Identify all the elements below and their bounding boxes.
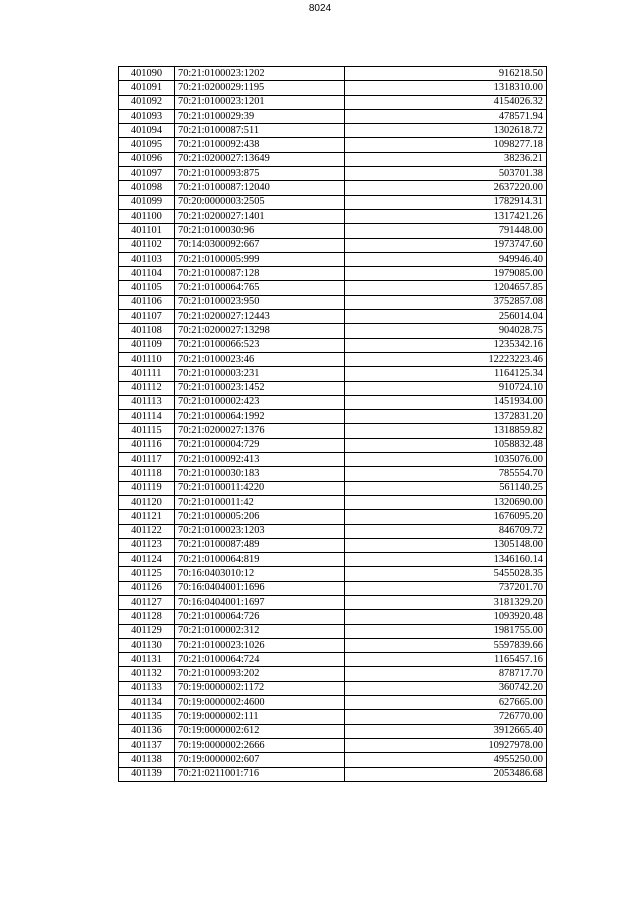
cadastral-number-cell: 70:21:0100005:999 xyxy=(175,252,345,266)
row-number-cell: 401096 xyxy=(119,152,175,166)
cadastral-number-cell: 70:21:0100092:438 xyxy=(175,138,345,152)
table-row xyxy=(119,495,547,509)
table-row xyxy=(119,767,547,781)
table-row xyxy=(119,667,547,681)
table-row xyxy=(119,95,547,109)
table-row xyxy=(119,410,547,424)
cadastral-number-cell: 70:21:0100030:96 xyxy=(175,224,345,238)
cadastral-value-cell: 1164125.34 xyxy=(345,367,547,381)
cadastral-value-cell: 737201.70 xyxy=(345,581,547,595)
cadastral-number-cell: 70:21:0100002:312 xyxy=(175,624,345,638)
cadastral-value-cell: 1451934.00 xyxy=(345,395,547,409)
cadastral-value-cell: 503701.38 xyxy=(345,167,547,181)
row-number-cell: 401124 xyxy=(119,553,175,567)
cadastral-number-cell: 70:16:0403010:12 xyxy=(175,567,345,581)
cadastral-number-cell: 70:21:0100064:726 xyxy=(175,610,345,624)
row-number-cell: 401127 xyxy=(119,595,175,609)
row-number-cell: 401112 xyxy=(119,381,175,395)
table-row xyxy=(119,524,547,538)
table-row xyxy=(119,438,547,452)
table-row xyxy=(119,553,547,567)
row-number-cell: 401128 xyxy=(119,610,175,624)
row-number-cell: 401095 xyxy=(119,138,175,152)
cadastral-number-cell: 70:21:0100011:42 xyxy=(175,495,345,509)
cadastral-value-cell: 846709.72 xyxy=(345,524,547,538)
table-row xyxy=(119,267,547,281)
cadastral-value-cell: 1305148.00 xyxy=(345,538,547,552)
row-number-cell: 401115 xyxy=(119,424,175,438)
cadastral-value-cell: 1165457.16 xyxy=(345,653,547,667)
cadastral-value-cell: 478571.94 xyxy=(345,109,547,123)
table-row xyxy=(119,453,547,467)
cadastral-number-cell: 70:19:0000002:607 xyxy=(175,753,345,767)
row-number-cell: 401108 xyxy=(119,324,175,338)
row-number-cell: 401123 xyxy=(119,538,175,552)
cadastral-number-cell: 70:19:0000002:612 xyxy=(175,724,345,738)
table-row xyxy=(119,510,547,524)
registry-table xyxy=(118,66,547,782)
cadastral-number-cell: 70:21:0200027:13298 xyxy=(175,324,345,338)
row-number-cell: 401113 xyxy=(119,395,175,409)
cadastral-number-cell: 70:21:0100023:46 xyxy=(175,352,345,366)
row-number-cell: 401102 xyxy=(119,238,175,252)
cadastral-value-cell: 1058832.48 xyxy=(345,438,547,452)
table-row xyxy=(119,252,547,266)
row-number-cell: 401135 xyxy=(119,710,175,724)
cadastral-number-cell: 70:21:0200027:13649 xyxy=(175,152,345,166)
cadastral-number-cell: 70:21:0200027:1401 xyxy=(175,209,345,223)
cadastral-number-cell: 70:21:0200027:12443 xyxy=(175,310,345,324)
row-number-cell: 401126 xyxy=(119,581,175,595)
table-row xyxy=(119,181,547,195)
cadastral-number-cell: 70:21:0100002:423 xyxy=(175,395,345,409)
cadastral-number-cell: 70:19:0000002:4600 xyxy=(175,696,345,710)
row-number-cell: 401119 xyxy=(119,481,175,495)
row-number-cell: 401109 xyxy=(119,338,175,352)
cadastral-value-cell: 1979085.00 xyxy=(345,267,547,281)
cadastral-value-cell: 1098277.18 xyxy=(345,138,547,152)
row-number-cell: 401129 xyxy=(119,624,175,638)
table-row xyxy=(119,724,547,738)
cadastral-value-cell: 1320690.00 xyxy=(345,495,547,509)
cadastral-value-cell: 256014.04 xyxy=(345,310,547,324)
row-number-cell: 401137 xyxy=(119,738,175,752)
cadastral-number-cell: 70:21:0100023:1202 xyxy=(175,67,345,81)
cadastral-number-cell: 70:21:0211001:716 xyxy=(175,767,345,781)
table-row xyxy=(119,696,547,710)
row-number-cell: 401114 xyxy=(119,410,175,424)
cadastral-number-cell: 70:21:0200029:1195 xyxy=(175,81,345,95)
cadastral-value-cell: 791448.00 xyxy=(345,224,547,238)
cadastral-number-cell: 70:21:0100064:1992 xyxy=(175,410,345,424)
cadastral-number-cell: 70:16:0404001:1697 xyxy=(175,595,345,609)
table-row xyxy=(119,567,547,581)
cadastral-value-cell: 2637220.00 xyxy=(345,181,547,195)
cadastral-value-cell: 1093920.48 xyxy=(345,610,547,624)
row-number-cell: 401094 xyxy=(119,124,175,138)
row-number-cell: 401134 xyxy=(119,696,175,710)
row-number-cell: 401118 xyxy=(119,467,175,481)
table-row xyxy=(119,638,547,652)
table-row xyxy=(119,310,547,324)
table-row xyxy=(119,352,547,366)
cadastral-value-cell: 3752857.08 xyxy=(345,295,547,309)
cadastral-number-cell: 70:21:0100066:523 xyxy=(175,338,345,352)
table-row xyxy=(119,238,547,252)
cadastral-value-cell: 904028.75 xyxy=(345,324,547,338)
row-number-cell: 401093 xyxy=(119,109,175,123)
cadastral-number-cell: 70:21:0100023:1201 xyxy=(175,95,345,109)
row-number-cell: 401100 xyxy=(119,209,175,223)
table-row xyxy=(119,753,547,767)
table-row xyxy=(119,395,547,409)
table-row xyxy=(119,124,547,138)
cadastral-number-cell: 70:21:0100064:765 xyxy=(175,281,345,295)
cadastral-number-cell: 70:21:0100064:724 xyxy=(175,653,345,667)
table-row xyxy=(119,224,547,238)
table-row xyxy=(119,138,547,152)
row-number-cell: 401120 xyxy=(119,495,175,509)
row-number-cell: 401101 xyxy=(119,224,175,238)
cadastral-number-cell: 70:21:0100005:206 xyxy=(175,510,345,524)
cadastral-value-cell: 1318859.82 xyxy=(345,424,547,438)
cadastral-value-cell: 1782914.31 xyxy=(345,195,547,209)
table-row xyxy=(119,624,547,638)
cadastral-number-cell: 70:14:0300092:667 xyxy=(175,238,345,252)
row-number-cell: 401103 xyxy=(119,252,175,266)
registry-table-body xyxy=(119,67,547,782)
cadastral-value-cell: 3181329.20 xyxy=(345,595,547,609)
table-row xyxy=(119,195,547,209)
cadastral-value-cell: 360742.20 xyxy=(345,681,547,695)
table-row xyxy=(119,738,547,752)
cadastral-value-cell: 12223223.46 xyxy=(345,352,547,366)
cadastral-value-cell: 878717.70 xyxy=(345,667,547,681)
cadastral-number-cell: 70:21:0100093:202 xyxy=(175,667,345,681)
table-row xyxy=(119,538,547,552)
cadastral-number-cell: 70:21:0100087:489 xyxy=(175,538,345,552)
cadastral-number-cell: 70:21:0100093:875 xyxy=(175,167,345,181)
cadastral-value-cell: 726770.00 xyxy=(345,710,547,724)
table-row xyxy=(119,381,547,395)
table-row xyxy=(119,424,547,438)
cadastral-value-cell: 4154026.32 xyxy=(345,95,547,109)
row-number-cell: 401106 xyxy=(119,295,175,309)
table-row xyxy=(119,338,547,352)
cadastral-value-cell: 1302618.72 xyxy=(345,124,547,138)
cadastral-value-cell: 627665.00 xyxy=(345,696,547,710)
page-number: 8024 xyxy=(308,3,332,14)
row-number-cell: 401104 xyxy=(119,267,175,281)
cadastral-value-cell: 916218.50 xyxy=(345,67,547,81)
cadastral-value-cell: 1676095.20 xyxy=(345,510,547,524)
row-number-cell: 401098 xyxy=(119,181,175,195)
cadastral-value-cell: 4955250.00 xyxy=(345,753,547,767)
cadastral-number-cell: 70:21:0100087:128 xyxy=(175,267,345,281)
table-row xyxy=(119,610,547,624)
cadastral-number-cell: 70:21:0100030:183 xyxy=(175,467,345,481)
table-row xyxy=(119,481,547,495)
row-number-cell: 401116 xyxy=(119,438,175,452)
cadastral-number-cell: 70:21:0100029:39 xyxy=(175,109,345,123)
row-number-cell: 401139 xyxy=(119,767,175,781)
table-row xyxy=(119,595,547,609)
table-row xyxy=(119,281,547,295)
cadastral-number-cell: 70:20:0000003:2505 xyxy=(175,195,345,209)
cadastral-value-cell: 1346160.14 xyxy=(345,553,547,567)
cadastral-number-cell: 70:21:0100087:12040 xyxy=(175,181,345,195)
row-number-cell: 401133 xyxy=(119,681,175,695)
table-row xyxy=(119,653,547,667)
cadastral-number-cell: 70:21:0100087:511 xyxy=(175,124,345,138)
row-number-cell: 401117 xyxy=(119,453,175,467)
row-number-cell: 401131 xyxy=(119,653,175,667)
row-number-cell: 401138 xyxy=(119,753,175,767)
row-number-cell: 401091 xyxy=(119,81,175,95)
row-number-cell: 401132 xyxy=(119,667,175,681)
row-number-cell: 401092 xyxy=(119,95,175,109)
table-row xyxy=(119,581,547,595)
table-row xyxy=(119,109,547,123)
cadastral-number-cell: 70:21:0100023:950 xyxy=(175,295,345,309)
cadastral-number-cell: 70:21:0100011:4220 xyxy=(175,481,345,495)
cadastral-number-cell: 70:21:0100023:1203 xyxy=(175,524,345,538)
table-row xyxy=(119,167,547,181)
cadastral-value-cell: 949946.40 xyxy=(345,252,547,266)
table-row xyxy=(119,681,547,695)
cadastral-number-cell: 70:21:0100023:1026 xyxy=(175,638,345,652)
table-row xyxy=(119,467,547,481)
cadastral-number-cell: 70:19:0000002:2666 xyxy=(175,738,345,752)
row-number-cell: 401107 xyxy=(119,310,175,324)
cadastral-number-cell: 70:16:0404001:1696 xyxy=(175,581,345,595)
cadastral-value-cell: 1317421.26 xyxy=(345,209,547,223)
row-number-cell: 401121 xyxy=(119,510,175,524)
cadastral-number-cell: 70:21:0100064:819 xyxy=(175,553,345,567)
cadastral-value-cell: 1973747.60 xyxy=(345,238,547,252)
cadastral-value-cell: 785554.70 xyxy=(345,467,547,481)
row-number-cell: 401122 xyxy=(119,524,175,538)
cadastral-number-cell: 70:21:0100003:231 xyxy=(175,367,345,381)
table-row xyxy=(119,710,547,724)
cadastral-value-cell: 1372831.20 xyxy=(345,410,547,424)
row-number-cell: 401090 xyxy=(119,67,175,81)
cadastral-number-cell: 70:19:0000002:111 xyxy=(175,710,345,724)
row-number-cell: 401105 xyxy=(119,281,175,295)
cadastral-value-cell: 3912665.40 xyxy=(345,724,547,738)
cadastral-value-cell: 2053486.68 xyxy=(345,767,547,781)
cadastral-value-cell: 38236.21 xyxy=(345,152,547,166)
row-number-cell: 401125 xyxy=(119,567,175,581)
cadastral-value-cell: 5455028.35 xyxy=(345,567,547,581)
cadastral-value-cell: 1204657.85 xyxy=(345,281,547,295)
table-row xyxy=(119,152,547,166)
cadastral-value-cell: 1981755.00 xyxy=(345,624,547,638)
cadastral-number-cell: 70:21:0200027:1376 xyxy=(175,424,345,438)
cadastral-value-cell: 1235342.16 xyxy=(345,338,547,352)
cadastral-value-cell: 10927978.00 xyxy=(345,738,547,752)
table-row xyxy=(119,295,547,309)
row-number-cell: 401097 xyxy=(119,167,175,181)
cadastral-number-cell: 70:21:0100004:729 xyxy=(175,438,345,452)
table-row xyxy=(119,209,547,223)
cadastral-number-cell: 70:21:0100092:413 xyxy=(175,453,345,467)
cadastral-value-cell: 910724.10 xyxy=(345,381,547,395)
row-number-cell: 401130 xyxy=(119,638,175,652)
row-number-cell: 401110 xyxy=(119,352,175,366)
row-number-cell: 401111 xyxy=(119,367,175,381)
cadastral-number-cell: 70:19:0000002:1172 xyxy=(175,681,345,695)
table-row xyxy=(119,367,547,381)
row-number-cell: 401136 xyxy=(119,724,175,738)
cadastral-value-cell: 1318310.00 xyxy=(345,81,547,95)
table-row xyxy=(119,67,547,81)
cadastral-value-cell: 5597839.66 xyxy=(345,638,547,652)
cadastral-number-cell: 70:21:0100023:1452 xyxy=(175,381,345,395)
cadastral-value-cell: 561140.25 xyxy=(345,481,547,495)
row-number-cell: 401099 xyxy=(119,195,175,209)
table-row xyxy=(119,81,547,95)
table-row xyxy=(119,324,547,338)
cadastral-value-cell: 1035076.00 xyxy=(345,453,547,467)
